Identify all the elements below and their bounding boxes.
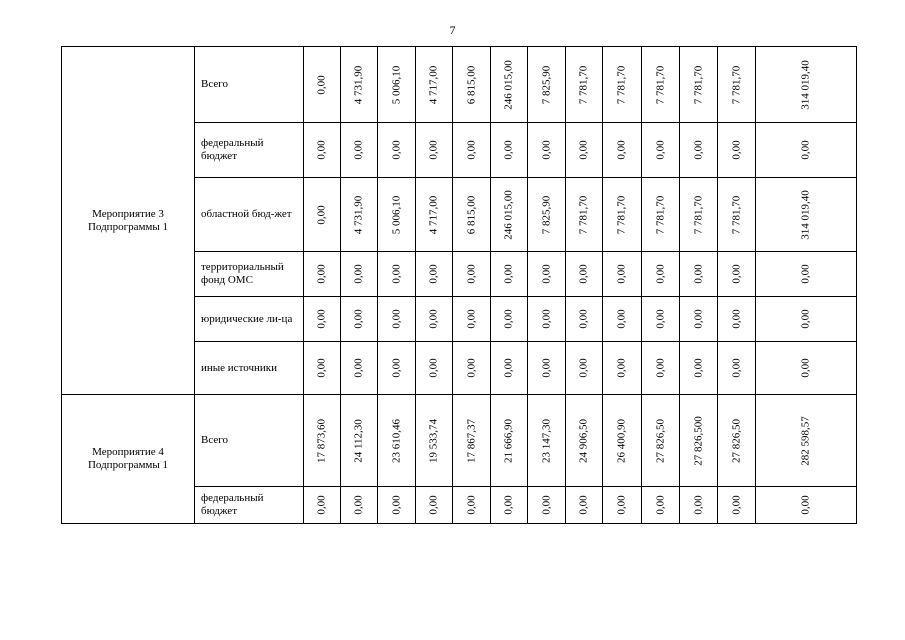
value-cell xyxy=(680,487,718,524)
value-cell xyxy=(528,395,566,487)
value-text: 0,00 xyxy=(692,358,704,378)
value-cell xyxy=(528,297,566,342)
value-cell xyxy=(718,123,756,178)
value-text: 4 717,00 xyxy=(427,65,440,104)
value-cell xyxy=(341,487,378,524)
value-text: 0,00 xyxy=(502,358,515,378)
value-cell xyxy=(642,252,680,297)
value-text: 7 781,70 xyxy=(654,65,666,104)
event-title-line: Мероприятие 4 xyxy=(92,446,164,458)
value-cell xyxy=(718,297,756,342)
value-text: 7 781,70 xyxy=(577,65,590,104)
value-cell xyxy=(566,123,603,178)
value-cell xyxy=(378,178,416,252)
value-text: 0,00 xyxy=(540,309,552,329)
value-cell xyxy=(491,297,528,342)
total-cell xyxy=(756,342,857,395)
value-cell xyxy=(642,342,680,395)
value-cell xyxy=(304,342,341,395)
value-text: 0,00 xyxy=(799,495,812,515)
value-cell xyxy=(603,395,642,487)
value-cell xyxy=(341,47,378,123)
value-cell xyxy=(603,487,642,524)
value-text: 27 826,500 xyxy=(692,415,704,466)
value-text: 0,00 xyxy=(502,264,515,284)
value-text: 314 019,40 xyxy=(799,59,812,110)
value-cell xyxy=(566,178,603,252)
value-text: 0,00 xyxy=(654,358,666,378)
value-text: 0,00 xyxy=(730,495,742,515)
value-text: 0,00 xyxy=(577,264,590,284)
value-text: 0,00 xyxy=(465,495,477,515)
value-cell xyxy=(378,395,416,487)
value-text: 7 825,90 xyxy=(540,65,552,104)
value-text: 0,00 xyxy=(799,140,812,160)
value-cell xyxy=(718,47,756,123)
value-cell xyxy=(378,297,416,342)
value-cell xyxy=(718,252,756,297)
value-text: 21 666,90 xyxy=(502,418,515,463)
total-cell xyxy=(756,297,857,342)
value-text: 17 873,60 xyxy=(315,418,328,463)
value-cell xyxy=(680,47,718,123)
value-text: 0,00 xyxy=(654,309,666,329)
value-text: 0,00 xyxy=(615,495,628,515)
value-text: 0,00 xyxy=(352,309,365,329)
value-cell xyxy=(341,252,378,297)
value-text: 7 825,90 xyxy=(540,195,552,234)
value-text: 0,00 xyxy=(730,140,742,160)
value-cell xyxy=(566,487,603,524)
value-cell xyxy=(566,297,603,342)
value-text: 19 533,74 xyxy=(427,418,440,463)
value-text: 0,00 xyxy=(577,358,590,378)
value-cell xyxy=(341,342,378,395)
value-text: 7 781,70 xyxy=(615,195,628,234)
value-text: 0,00 xyxy=(427,140,440,160)
value-cell xyxy=(491,395,528,487)
funding-source: Всего xyxy=(195,47,304,123)
value-cell xyxy=(304,178,341,252)
value-cell xyxy=(528,47,566,123)
value-text: 4 717,00 xyxy=(427,195,440,234)
value-cell xyxy=(416,395,453,487)
value-text: 0,00 xyxy=(465,140,477,160)
value-cell xyxy=(566,342,603,395)
value-text: 0,00 xyxy=(465,264,477,284)
value-text: 0,00 xyxy=(502,495,515,515)
value-cell xyxy=(718,342,756,395)
value-text: 0,00 xyxy=(540,264,552,284)
value-text: 0,00 xyxy=(654,495,666,515)
value-text: 6 815,00 xyxy=(465,65,477,104)
total-cell xyxy=(756,487,857,524)
value-text: 5 006,10 xyxy=(390,195,402,234)
total-cell xyxy=(756,252,857,297)
value-cell xyxy=(603,297,642,342)
value-text: 23 610,46 xyxy=(390,418,402,463)
total-cell xyxy=(756,395,857,487)
value-text: 0,00 xyxy=(577,309,590,329)
value-cell xyxy=(528,252,566,297)
value-text: 0,00 xyxy=(315,140,328,160)
value-text: 0,00 xyxy=(427,358,440,378)
value-text: 0,00 xyxy=(352,358,365,378)
value-cell xyxy=(680,395,718,487)
value-cell xyxy=(304,252,341,297)
value-text: 0,00 xyxy=(540,140,552,160)
value-cell xyxy=(491,178,528,252)
value-cell xyxy=(642,487,680,524)
value-text: 0,00 xyxy=(730,309,742,329)
value-text: 0,00 xyxy=(577,140,590,160)
value-text: 0,00 xyxy=(352,140,365,160)
value-text: 0,00 xyxy=(427,264,440,284)
value-cell xyxy=(416,487,453,524)
value-cell xyxy=(566,395,603,487)
value-text: 0,00 xyxy=(692,495,704,515)
value-text: 0,00 xyxy=(540,495,552,515)
value-cell xyxy=(566,47,603,123)
value-text: 0,00 xyxy=(315,204,328,225)
value-cell xyxy=(304,487,341,524)
value-text: 23 147,30 xyxy=(540,418,552,463)
value-text: 0,00 xyxy=(615,358,628,378)
value-cell xyxy=(453,47,491,123)
value-text: 0,00 xyxy=(315,264,328,284)
total-cell xyxy=(756,123,857,178)
value-text: 24 906,50 xyxy=(577,418,590,463)
value-text: 0,00 xyxy=(352,495,365,515)
value-cell xyxy=(378,487,416,524)
value-cell xyxy=(642,123,680,178)
value-cell xyxy=(416,297,453,342)
funding-source: юридические ли-ца xyxy=(195,297,304,342)
event-title-line: Подпрограммы 1 xyxy=(87,220,169,233)
value-cell xyxy=(680,297,718,342)
value-text: 0,00 xyxy=(692,264,704,284)
value-cell xyxy=(680,342,718,395)
value-cell xyxy=(642,47,680,123)
value-text: 246 015,00 xyxy=(502,59,515,110)
value-text: 7 781,70 xyxy=(577,195,590,234)
value-cell xyxy=(642,395,680,487)
funding-table xyxy=(61,46,857,524)
value-text: 0,00 xyxy=(390,140,402,160)
value-text: 27 826,50 xyxy=(654,418,666,463)
value-text: 0,00 xyxy=(730,358,742,378)
funding-source: федеральный бюджет xyxy=(195,123,304,178)
value-text: 0,00 xyxy=(465,358,477,378)
value-text: 26 400,90 xyxy=(615,418,628,463)
table-row xyxy=(62,395,857,487)
value-text: 0,00 xyxy=(315,74,328,95)
value-cell xyxy=(416,123,453,178)
value-cell xyxy=(453,178,491,252)
value-text: 0,00 xyxy=(427,495,440,515)
value-cell xyxy=(603,252,642,297)
value-cell xyxy=(378,252,416,297)
value-cell xyxy=(491,252,528,297)
value-cell xyxy=(603,342,642,395)
value-text: 0,00 xyxy=(352,264,365,284)
value-text: 7 781,70 xyxy=(654,195,666,234)
value-text: 0,00 xyxy=(692,309,704,329)
value-cell xyxy=(304,123,341,178)
funding-source: федеральный бюджет xyxy=(195,487,304,524)
value-text: 0,00 xyxy=(799,309,812,329)
value-text: 0,00 xyxy=(540,358,552,378)
value-cell xyxy=(603,123,642,178)
table-row xyxy=(62,47,857,123)
value-text: 0,00 xyxy=(465,309,477,329)
value-text: 6 815,00 xyxy=(465,195,477,234)
value-text: 0,00 xyxy=(654,140,666,160)
value-cell xyxy=(453,487,491,524)
value-cell xyxy=(491,47,528,123)
value-cell xyxy=(378,123,416,178)
value-cell xyxy=(680,178,718,252)
value-text: 0,00 xyxy=(315,358,328,378)
value-cell xyxy=(491,487,528,524)
value-cell xyxy=(378,47,416,123)
value-text: 0,00 xyxy=(315,309,328,329)
value-cell xyxy=(528,123,566,178)
value-cell xyxy=(304,395,341,487)
value-text: 0,00 xyxy=(390,309,402,329)
value-text: 0,00 xyxy=(692,140,704,160)
value-cell xyxy=(718,395,756,487)
value-cell xyxy=(416,47,453,123)
value-cell xyxy=(718,487,756,524)
value-text: 0,00 xyxy=(615,309,628,329)
value-text: 0,00 xyxy=(390,264,402,284)
value-text: 0,00 xyxy=(615,140,628,160)
value-cell xyxy=(378,342,416,395)
value-cell xyxy=(642,178,680,252)
value-cell xyxy=(453,252,491,297)
event-title xyxy=(62,47,195,395)
value-cell xyxy=(304,47,341,123)
value-cell xyxy=(642,297,680,342)
value-text: 4 731,90 xyxy=(352,195,365,234)
value-cell xyxy=(453,297,491,342)
event-title-line: Мероприятие 3 xyxy=(92,207,164,220)
event-title xyxy=(62,395,195,524)
value-text: 17 867,37 xyxy=(465,418,477,463)
value-text: 0,00 xyxy=(427,309,440,329)
value-text: 0,00 xyxy=(502,140,515,160)
value-text: 7 781,70 xyxy=(692,65,704,104)
value-text: 7 781,70 xyxy=(730,65,742,104)
value-cell xyxy=(528,487,566,524)
value-cell xyxy=(718,178,756,252)
value-text: 4 731,90 xyxy=(352,65,365,104)
value-cell xyxy=(528,342,566,395)
page-number: 7 xyxy=(449,23,456,37)
funding-source: иные источники xyxy=(195,342,304,395)
value-cell xyxy=(304,297,341,342)
funding-source: областной бюд-жет xyxy=(195,178,304,252)
value-cell xyxy=(566,252,603,297)
value-text: 0,00 xyxy=(315,495,328,515)
value-text: 0,00 xyxy=(730,264,742,284)
value-text: 314 019,40 xyxy=(799,189,812,240)
value-cell xyxy=(603,178,642,252)
value-text: 5 006,10 xyxy=(390,65,402,104)
value-text: 0,00 xyxy=(577,495,590,515)
value-text: 27 826,50 xyxy=(730,418,742,463)
value-cell xyxy=(341,123,378,178)
value-cell xyxy=(453,123,491,178)
value-text: 0,00 xyxy=(799,264,812,284)
value-text: 0,00 xyxy=(654,264,666,284)
funding-source: Всего xyxy=(195,395,304,487)
value-text: 0,00 xyxy=(799,358,812,378)
value-cell xyxy=(680,252,718,297)
value-cell xyxy=(416,178,453,252)
value-text: 282 598,57 xyxy=(799,415,812,466)
value-cell xyxy=(528,178,566,252)
value-cell xyxy=(341,395,378,487)
value-cell xyxy=(491,123,528,178)
value-cell xyxy=(453,395,491,487)
value-cell xyxy=(680,123,718,178)
value-cell xyxy=(453,342,491,395)
value-text: 0,00 xyxy=(390,358,402,378)
value-text: 7 781,70 xyxy=(730,195,742,234)
total-cell xyxy=(756,178,857,252)
value-text: 0,00 xyxy=(390,495,402,515)
value-text: 24 112,30 xyxy=(352,418,365,463)
value-text: 7 781,70 xyxy=(692,195,704,234)
value-text: 246 015,00 xyxy=(502,189,515,240)
funding-source: территориальный фонд ОМС xyxy=(195,252,304,297)
value-cell xyxy=(416,342,453,395)
value-text: 0,00 xyxy=(615,264,628,284)
value-cell xyxy=(491,342,528,395)
total-cell xyxy=(756,47,857,123)
value-cell xyxy=(341,297,378,342)
value-text: 7 781,70 xyxy=(615,65,628,104)
value-text: 0,00 xyxy=(502,309,515,329)
value-cell xyxy=(603,47,642,123)
value-cell xyxy=(416,252,453,297)
event-title-line: Подпрограммы 1 xyxy=(87,459,169,471)
value-cell xyxy=(341,178,378,252)
